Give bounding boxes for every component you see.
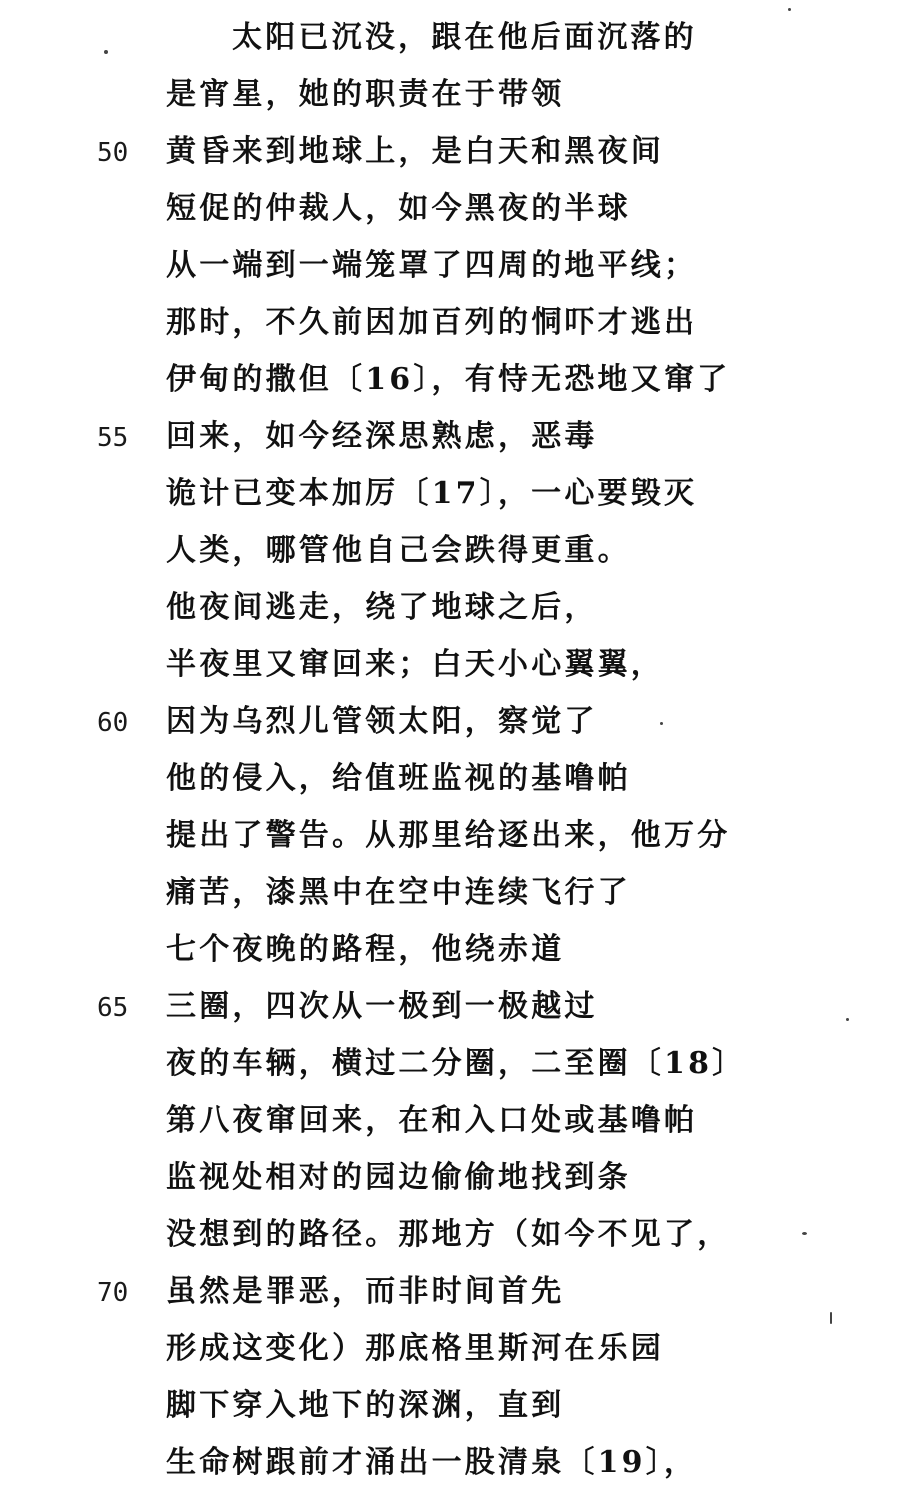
poem-line — [0, 924, 900, 981]
poem-line — [0, 1380, 900, 1437]
poem-line — [0, 354, 900, 411]
line-text: 夜的车辆，横过二分圈，二至圈〔18〕 — [166, 1046, 746, 1081]
poem-line — [0, 753, 900, 810]
line-text: 痛苦，漆黑中在空中连续飞行了 — [166, 875, 631, 910]
line-text: 提出了警告。从那里给逐出来，他万分 — [166, 818, 731, 853]
line-text: 回来，如今经深思熟虑，恶毒 — [166, 419, 598, 454]
poem-line — [0, 696, 900, 753]
scan-speck — [104, 50, 108, 54]
poem-line — [0, 468, 900, 525]
line-text: 人类，哪管他自己会跌得更重。 — [166, 533, 631, 568]
poem-line — [0, 525, 900, 582]
line-text: 三圈，四次从一极到一极越过 — [166, 989, 598, 1024]
line-text: 形成这变化）那底格里斯河在乐园 — [166, 1331, 664, 1366]
line-number: 65 — [97, 993, 129, 1023]
poem-line — [0, 240, 900, 297]
line-text: 因为乌烈儿管领太阳，察觉了 — [166, 704, 598, 739]
poem-line — [0, 1095, 900, 1152]
poem-line — [0, 582, 900, 639]
line-number: 55 — [97, 423, 129, 453]
poem-line — [0, 411, 900, 468]
poem-line — [0, 810, 900, 867]
line-text: 伊甸的撒但〔16〕，有恃无恐地又窜了 — [166, 362, 731, 397]
poem-line — [0, 1266, 900, 1323]
line-text: 黄昏来到地球上，是白天和黑夜间 — [166, 134, 664, 169]
poem-line — [0, 1437, 900, 1494]
poem-line — [0, 867, 900, 924]
poem-line — [0, 183, 900, 240]
poem-line — [0, 1323, 900, 1380]
poem-line — [0, 1152, 900, 1209]
poem-line — [0, 126, 900, 183]
scan-speck — [830, 1312, 832, 1324]
line-number: 70 — [97, 1278, 129, 1308]
line-text: 监视处相对的园边偷偷地找到条 — [166, 1160, 631, 1195]
scan-speck — [788, 8, 791, 11]
line-text: 生命树跟前才涌出一股清泉〔19〕， — [166, 1445, 698, 1480]
poem-line — [0, 297, 900, 354]
poem-line — [0, 12, 900, 69]
line-text: 七个夜晚的路程，他绕赤道 — [166, 932, 565, 967]
scan-speck — [846, 1018, 849, 1021]
scan-speck — [660, 722, 663, 725]
poem-line — [0, 69, 900, 126]
line-number: 60 — [97, 708, 129, 738]
line-text: 是宵星，她的职责在于带领 — [166, 77, 565, 112]
poem-line — [0, 981, 900, 1038]
line-text: 他的侵入，给值班监视的基噜帕 — [166, 761, 631, 796]
line-text: 他夜间逃走，绕了地球之后， — [166, 590, 598, 625]
poem-line — [0, 1209, 900, 1266]
line-text: 太阳已沉没，跟在他后面沉落的 — [232, 20, 697, 55]
line-text: 没想到的路径。那地方（如今不见了， — [166, 1217, 731, 1252]
line-text: 虽然是罪恶，而非时间首先 — [166, 1274, 565, 1309]
line-number: 50 — [97, 138, 129, 168]
poem-line — [0, 639, 900, 696]
line-text: 短促的仲裁人，如今黑夜的半球 — [166, 191, 631, 226]
poem-line — [0, 1038, 900, 1095]
line-text: 诡计已变本加厉〔17〕，一心要毁灭 — [166, 476, 698, 511]
line-text: 那时，不久前因加百列的恫吓才逃出 — [166, 305, 698, 340]
line-text: 第八夜窜回来，在和入口处或基噜帕 — [166, 1103, 698, 1138]
scan-speck — [802, 1232, 807, 1235]
line-text: 脚下穿入地下的深渊，直到 — [166, 1388, 565, 1423]
line-text: 从一端到一端笼罩了四周的地平线； — [166, 248, 698, 283]
line-text: 半夜里又窜回来；白天小心翼翼， — [166, 647, 664, 682]
